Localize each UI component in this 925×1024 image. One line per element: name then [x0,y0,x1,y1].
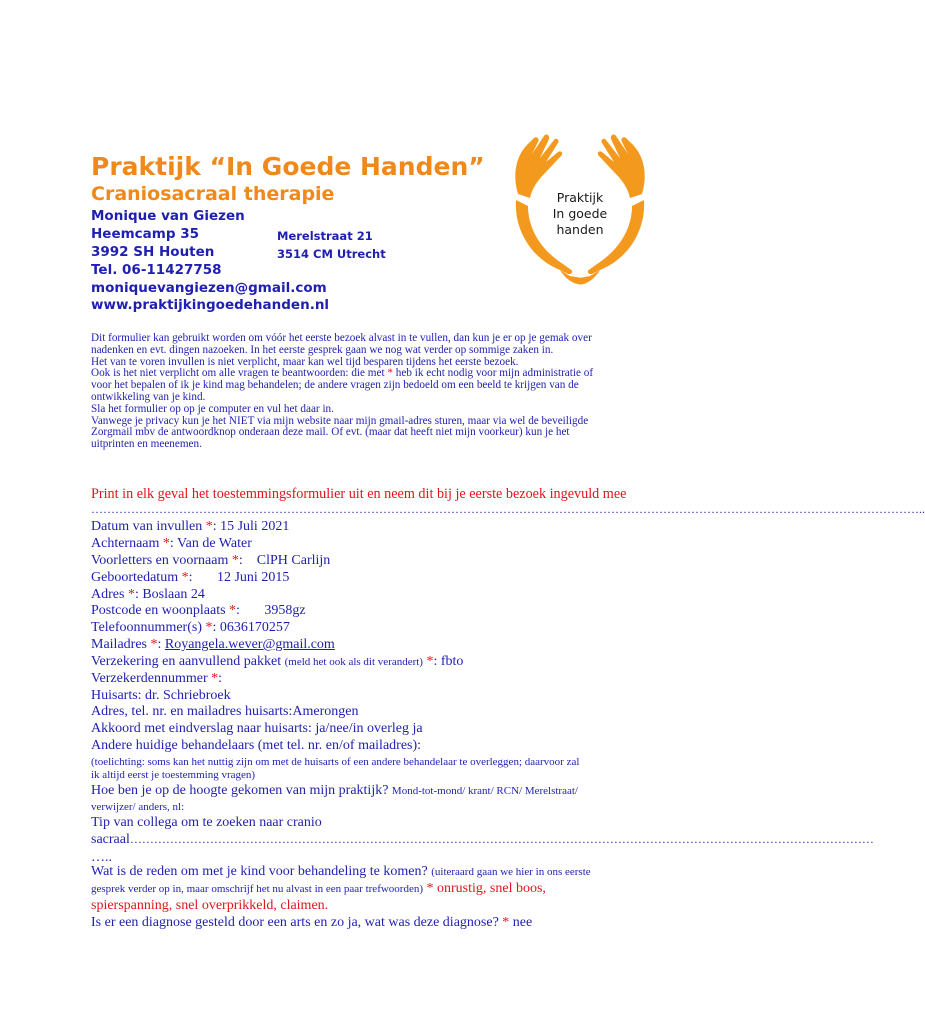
intro-line: nadenken en evt. dingen nazoeken. In het eerste gesprek gaan we nog wat verder op sommige zaken in. [91,343,554,356]
address-street-1: Heemcamp 35 [91,226,200,242]
field-huisarts[interactable]: Huisarts: dr. Schriebroek [91,688,231,703]
field-telefoon[interactable]: Telefoonnummer(s) *: 0636170257 [91,620,290,635]
reden-line-2[interactable]: gesprek verder op in, maar omschrijf het nu alvast in een paar trefwoorden) * onrustig, snel boos, [91,881,546,896]
field-akkoord[interactable]: Akkoord met eindverslag naar huisarts: ja/nee/in overleg ja [91,721,423,736]
field-verzekering[interactable]: Verzekering en aanvullend pakket (meld het ook als dit verandert) *: fbto [91,654,464,669]
address-city-1: 3992 SH Houten [91,244,215,260]
field-achternaam[interactable]: Achternaam *: Van de Water [91,536,252,551]
separator-dots: ……………………………………………………………………………………………………………………………………………………………………………………….. [91,502,925,516]
hoogte-note-2: verwijzer/ anders, nl: [91,801,185,813]
logo-line-3: handen [556,222,604,237]
intro-line: Dit formulier kan gebruikt worden om vóór het eerste bezoek alvast in te vullen, dan kun je er op je gemak over [91,332,592,344]
intro-text [91,333,681,451]
website-link[interactable]: www.praktijkingoedehanden.nl [91,297,330,313]
intro-line: Sla het formulier op op je computer en vul het daar in. [91,402,334,415]
toelichting-line-1: (toelichting: soms kan het nuttig zijn om met de huisarts of een andere behandelaar te overleggen; daarvoor zal [91,756,580,768]
intro-line: Zorgmail mbv de antwoordknop onderaan deze mail. Of evt. (maar dat heeft niet mijn voorkeur) kun je het [91,426,570,439]
intro-line: ontwikkeling van je kind. [91,390,206,403]
sacraal-dots-2: ….. [91,850,112,865]
page-title: Praktijk “In Goede Handen” [91,152,485,181]
address-street-2: Merelstraat 21 [277,229,373,243]
logo-line-2: In goede [552,206,608,221]
field-voorletters[interactable]: Voorletters en voornaam *: ClPH Carlijn [91,553,331,568]
intro-line: voor het bepalen of ik je kind mag behandelen; de andere vragen zijn bedoeld om een beeld te krijgen van de [91,379,579,392]
field-verzekerdennummer[interactable]: Verzekerdennummer *: [91,671,222,686]
reden-line-3[interactable]: spierspanning, snel overprikkeld, claimen. [91,898,329,913]
intro-line: Vanwege je privacy kun je het NIET via mijn website naar mijn gmail-adres sturen, maar via wel de beveiligde [91,414,589,427]
field-mailadres[interactable]: Mailadres *: Royangela.wever@gmail.com [91,637,335,652]
field-datum[interactable]: Datum van invullen *: 15 Juli 2021 [91,519,290,534]
hands-logo-icon [510,128,650,288]
field-reden[interactable]: Wat is de reden om met je kind voor behandeling te komen? (uiteraard gaan we hier in ons eerste [91,864,591,879]
required-star: * [387,367,393,380]
field-adres[interactable]: Adres *: Boslaan 24 [91,587,205,602]
field-geboortedatum[interactable]: Geboortedatum *: 12 Juni 2015 [91,570,290,585]
field-tip[interactable]: Tip van collega om te zoeken naar cranio [91,815,322,830]
practice-logo [510,128,650,288]
intro-line: uitprinten en meenemen. [91,438,202,451]
field-huisarts-adres[interactable]: Adres, tel. nr. en mailadres huisarts:Amerongen [91,704,359,719]
field-behandelaars[interactable]: Andere huidige behandelaars (met tel. nr. en/of mailadres): [91,738,422,753]
mail-link[interactable]: Royangela.wever@gmail.com [164,637,335,652]
intro-line: Ook is het niet verplicht om alle vragen te beantwoorden: die met * heb ik echt nodig voor mijn administratie of [91,367,594,380]
toelichting-line-2: ik altijd eerst je toestemming vragen) [91,769,256,781]
practitioner-name: Monique van Giezen [91,208,245,224]
address-city-2: 3514 CM Utrecht [277,247,386,261]
page-subtitle: Craniosacraal therapie [91,183,335,205]
logo-line-1: Praktijk [556,190,604,205]
print-note: Print in elk geval het toestemmingsformulier uit en neem dit bij je eerste bezoek ingevuld mee [91,486,627,502]
field-postcode[interactable]: Postcode en woonplaats *: 3958gz [91,603,306,618]
field-diagnose[interactable]: Is er een diagnose gesteld door een arts en zo ja, wat was deze diagnose? * nee [91,915,533,930]
phone-number: Tel. 06-11427758 [91,262,222,278]
field-sacraal[interactable]: sacraal…………………………………………………………………………………………………………………………………………………………………… [91,832,874,847]
field-hoogte[interactable]: Hoe ben je op de hoogte gekomen van mijn praktijk? Mond-tot-mond/ krant/ RCN/ Merelstraat/ [91,783,578,798]
intro-line: Het van te voren invullen is niet verplicht, maar kan wel tijd besparen tijdens het eerste bezoek. [91,355,519,368]
email-address[interactable]: moniquevangiezen@gmail.com [91,280,327,296]
